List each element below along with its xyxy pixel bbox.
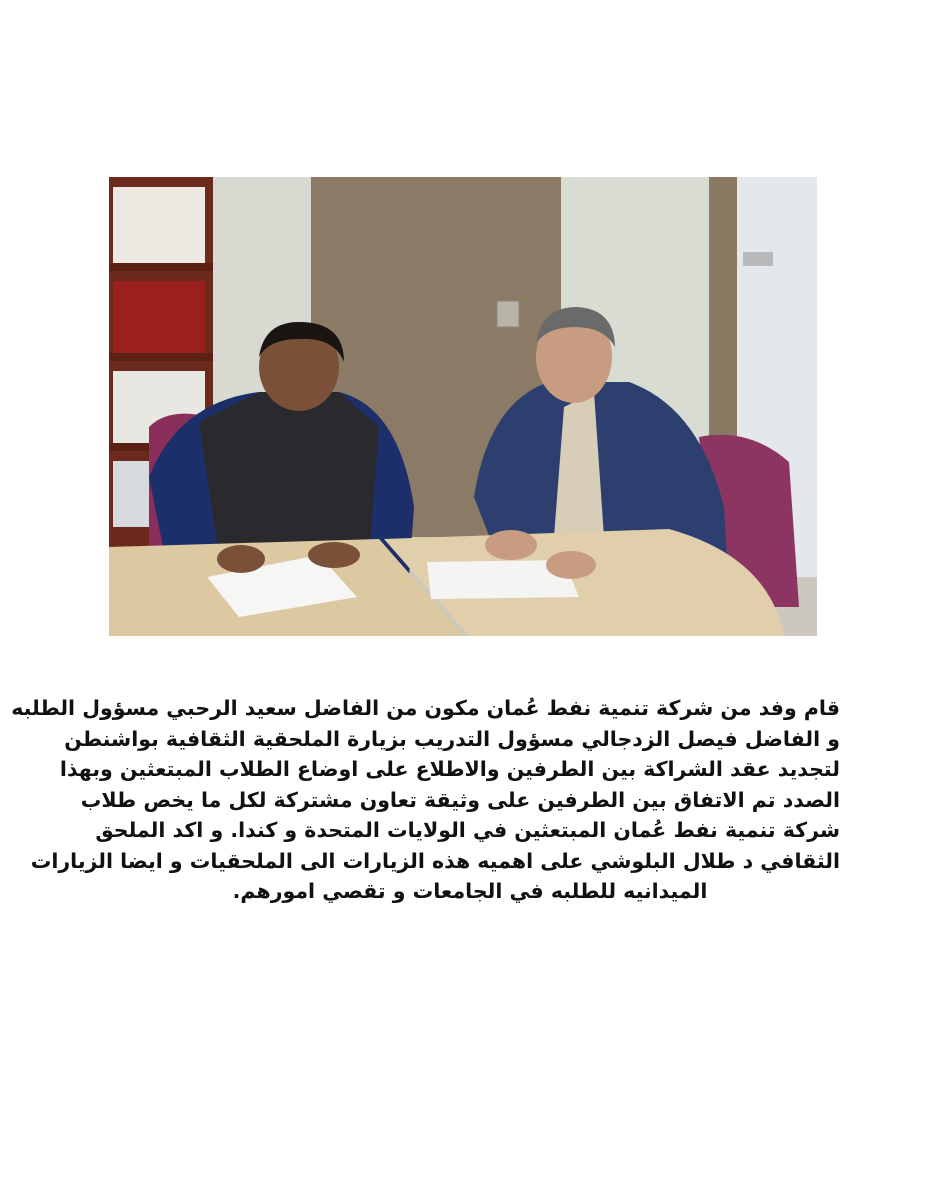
article-line-4: الصدد تم الاتفاق بين الطرفين على وثيقة تعاون مشتركة لكل ما يخص طلاب xyxy=(80,787,840,812)
man-left-vest xyxy=(199,392,379,557)
article-line-6: الثقافي د طلال البلوشي على اهميه هذه الزيارات الى الملحقيات و ايضا الزيارات xyxy=(30,848,840,873)
article-line-1: قام وفد من شركة تنمية نفط عُمان مكون من الفاضل سعيد الرحبي مسؤول الطلبه xyxy=(11,696,840,720)
article-line-2: و الفاضل فيصل الزدجالي مسؤول التدريب بزيارة الملحقية الثقافية بواشنطن xyxy=(64,726,840,751)
signing-ceremony-photo xyxy=(109,177,817,636)
article-line-3: لتجديد عقد الشراكة بين الطرفين والاطلاع على اوضاع الطلاب المبتعثين وبهذا xyxy=(59,757,840,781)
article-body xyxy=(11,693,840,907)
wall-outlet xyxy=(497,301,519,327)
article-line-7: الميدانيه للطلبه في الجامعات و تقصي امورهم. xyxy=(232,879,708,903)
door-handle xyxy=(743,252,773,266)
article-line-5: شركة تنمية نفط عُمان المبتعثين في الولايات المتحدة و كندا. و اكد الملحق xyxy=(95,818,840,842)
